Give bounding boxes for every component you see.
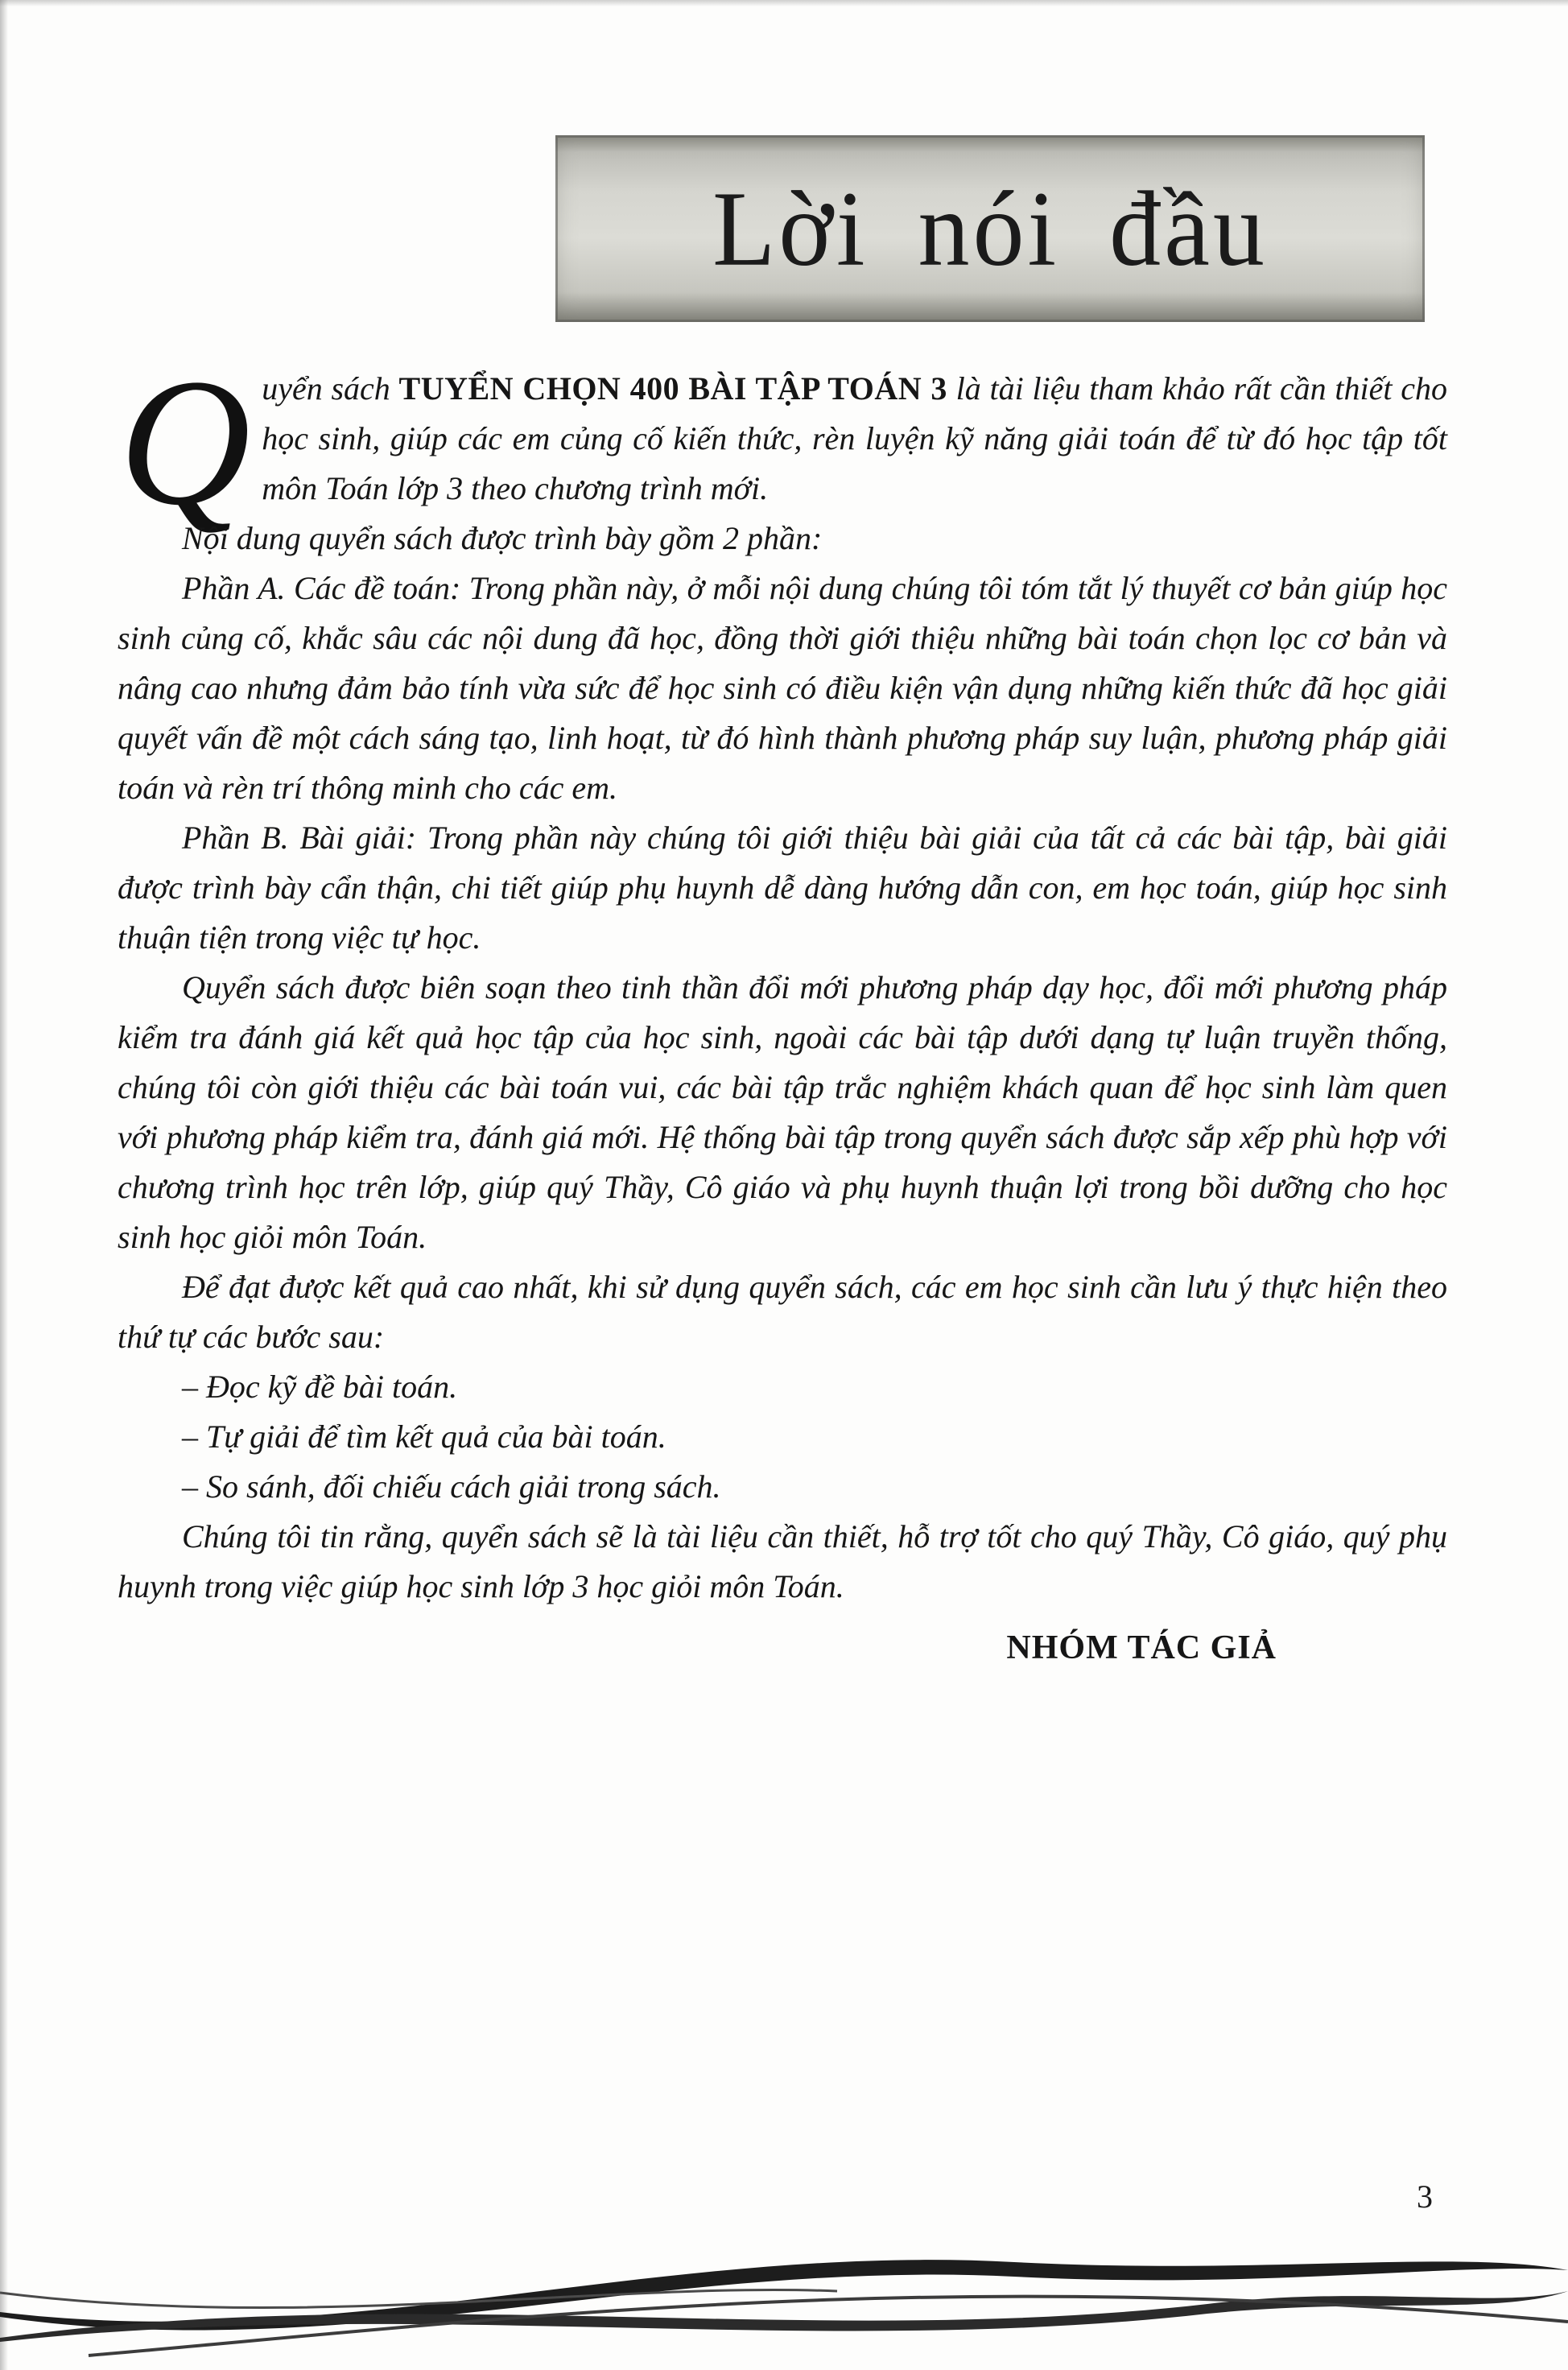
step-item-3: – So sánh, đối chiếu cách giải trong sách. [182, 1468, 721, 1505]
part-b-body: Trong phần này chúng tôi giới thiệu bài giải của tất cả các bài tập, bài giải được trình bày cẩn thận, chi tiết giúp phụ huynh dễ dàng hướng dẫn con, em học toán, giúp học sinh thuận tiện trong việc tự học. [118, 820, 1447, 956]
paragraph-part-b [118, 813, 1447, 963]
page-number: 3 [1417, 2178, 1433, 2215]
drop-cap: Q [119, 341, 251, 543]
intro-text-pre: uyển sách [262, 370, 399, 407]
step-item-2: – Tự giải để tìm kết quả của bài toán. [182, 1418, 666, 1455]
paragraph-advice: Để đạt được kết quả cao nhất, khi sử dụng quyển sách, các em học sinh cần lưu ý thực hiện theo thứ tự các bước sau: [118, 1269, 1447, 1355]
paragraph-structure: Nội dung quyển sách được trình bày gồm 2 phần: [182, 520, 823, 556]
preface-content [118, 341, 1448, 1673]
authors-signature: NHÓM TÁC GIẢ [1006, 1629, 1277, 1666]
part-a-label: Phần A. Các đề toán: [182, 570, 461, 606]
paragraph-closing: Chúng tôi tin rằng, quyển sách sẽ là tài liệu cần thiết, hỗ trợ tốt cho quý Thầy, Cô giáo, quý phụ huynh trong việc giúp học sinh lớp 3 học giỏi môn Toán. [118, 1518, 1447, 1604]
book-title: TUYỂN CHỌN 400 BÀI TẬP TOÁN 3 [398, 370, 947, 407]
decorative-swoosh [0, 2235, 1568, 2364]
intro-text-post: là tài liệu tham khảo rất cần thiết cho học sinh, giúp các em củng cố kiến thức, rèn luyện kỹ năng giải toán để từ đó học tập tốt môn Toán lớp 3 theo chương trình mới. [262, 370, 1447, 506]
part-a-body: Trong phần này, ở mỗi nội dung chúng tôi tóm tắt lý thuyết cơ bản giúp học sinh củng cố, khắc sâu các nội dung đã học, đồng thời giới thiệu những bài toán chọn lọc cơ bản và nâng cao nhưng đảm bảo tính vừa sức để học sinh có điều kiện vận dụng những kiến thức đã học giải quyết vấn đề một cách sáng tạo, linh hoạt, từ đó hình thành phương pháp suy luận, phương pháp giải toán và rèn trí thông minh cho các em. [118, 570, 1448, 806]
part-b-label: Phần B. Bài giải: [182, 820, 417, 856]
preface-title-banner [555, 135, 1425, 322]
page-title: Lời nói đầu [712, 168, 1268, 288]
paragraph-part-a [118, 564, 1447, 813]
step-item-1: – Đọc kỹ đề bài toán. [182, 1369, 458, 1405]
paragraph-methodology: Quyển sách được biên soạn theo tinh thần đổi mới phương pháp dạy học, đổi mới phương pháp kiểm tra đánh giá kết quả học tập của học sinh, ngoài các bài tập dưới dạng tự luận truyền thống, chúng tôi còn giới thiệu các bài toán vui, các bài tập trắc nghiệm khách quan để học sinh làm quen với phương pháp kiểm tra, đánh giá mới. Hệ thống bài tập trong quyển sách được sắp xếp phù hợp với chương trình học trên lớp, giúp quý Thầy, Cô giáo và phụ huynh thuận lợi trong bồi dưỡng cho học sinh học giỏi môn Toán. [118, 969, 1447, 1255]
